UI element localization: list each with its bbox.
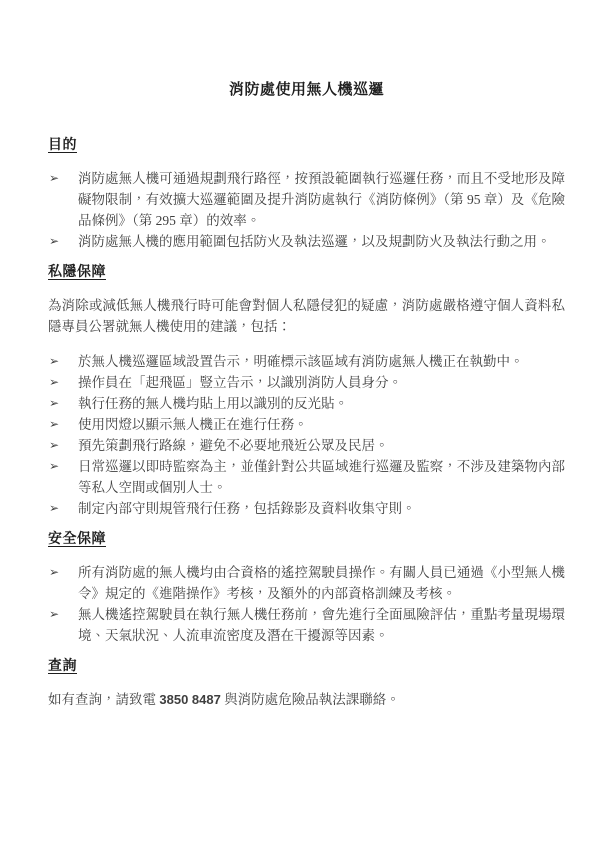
phone-number: 3850 8487 (159, 692, 221, 707)
arrow-bullet-icon: ➢ (49, 565, 60, 579)
section-heading-enquiries: 查詢 (48, 659, 77, 674)
arrow-bullet-icon: ➢ (49, 459, 60, 473)
safety-bullet-list (48, 562, 565, 646)
list-item (48, 456, 565, 498)
arrow-bullet-icon: ➢ (49, 171, 60, 185)
section-enquiries (48, 656, 565, 710)
list-item-text: 所有消防處的無人機均由合資格的遙控駕駛員操作。有關人員已通過《小型無人機令》規定的《進階操作》考核，及額外的內部資格訓練及考核。 (78, 565, 565, 601)
section-heading-purpose: 目的 (48, 138, 77, 153)
page-title: 消防處使用無人機巡邏 (228, 82, 384, 98)
list-item (48, 604, 565, 646)
list-item (48, 562, 565, 604)
contact-text-prefix: 如有查詢，請致電 (48, 692, 160, 707)
arrow-bullet-icon: ➢ (49, 396, 60, 410)
list-item (48, 414, 565, 435)
purpose-bullet-list (48, 168, 565, 252)
list-item-text: 無人機遙控駕駛員在執行無人機任務前，會先進行全面風險評估，重點考量現場環境、天氣狀況、人流車流密度及潛在干擾源等因素。 (78, 607, 565, 643)
arrow-bullet-icon: ➢ (49, 354, 60, 368)
enquiries-contact-line (48, 689, 565, 710)
list-item-text: 日常巡邏以即時監察為主，並僅針對公共區域進行巡邏及監察，不涉及建築物內部等私人空間或個別人士。 (78, 459, 565, 495)
section-purpose (48, 135, 565, 252)
list-item-text: 使用閃燈以顯示無人機正在進行任務。 (78, 417, 308, 432)
arrow-bullet-icon: ➢ (49, 501, 60, 515)
arrow-bullet-icon: ➢ (49, 438, 60, 452)
section-heading-safety: 安全保障 (48, 532, 106, 547)
list-item (48, 393, 565, 414)
list-item (48, 168, 565, 231)
arrow-bullet-icon: ➢ (49, 607, 60, 621)
list-item (48, 351, 565, 372)
list-item-text: 消防處無人機的應用範圍包括防火及執法巡邏，以及規劃防火及執法行動之用。 (78, 234, 551, 249)
section-privacy (48, 262, 565, 519)
list-item-text: 消防處無人機可通過規劃飛行路徑，按預設範圍執行巡邏任務，而且不受地形及障礙物限制，有效擴大巡邏範圍及提升消防處執行《消防條例》（第 95 章）及《危險品條例》（第 295 章）的效率。 (78, 171, 565, 228)
privacy-bullet-list (48, 351, 565, 519)
arrow-bullet-icon: ➢ (49, 234, 60, 248)
list-item-text: 制定內部守則規管飛行任務，包括錄影及資料收集守則。 (78, 501, 416, 516)
arrow-bullet-icon: ➢ (49, 375, 60, 389)
list-item (48, 435, 565, 456)
list-item (48, 372, 565, 393)
list-item (48, 498, 565, 519)
list-item (48, 231, 565, 252)
list-item-text: 操作員在「起飛區」豎立告示，以識別消防人員身分。 (78, 375, 402, 390)
list-item-text: 執行任務的無人機均貼上用以識別的反光貼。 (78, 396, 348, 411)
privacy-intro-paragraph: 為消除或減低無人機飛行時可能會對個人私隱侵犯的疑慮，消防處嚴格遵守個人資料私隱專員公署就無人機使用的建議，包括： (48, 298, 565, 334)
list-item-text: 於無人機巡邏區域設置告示，明確標示該區域有消防處無人機正在執勤中。 (78, 354, 524, 369)
section-heading-privacy: 私隱保障 (48, 265, 106, 280)
arrow-bullet-icon: ➢ (49, 417, 60, 431)
section-safety (48, 529, 565, 646)
contact-text-suffix: 與消防處危險品執法課聯絡。 (220, 692, 400, 707)
list-item-text: 預先策劃飛行路線，避免不必要地飛近公眾及民居。 (78, 438, 389, 453)
